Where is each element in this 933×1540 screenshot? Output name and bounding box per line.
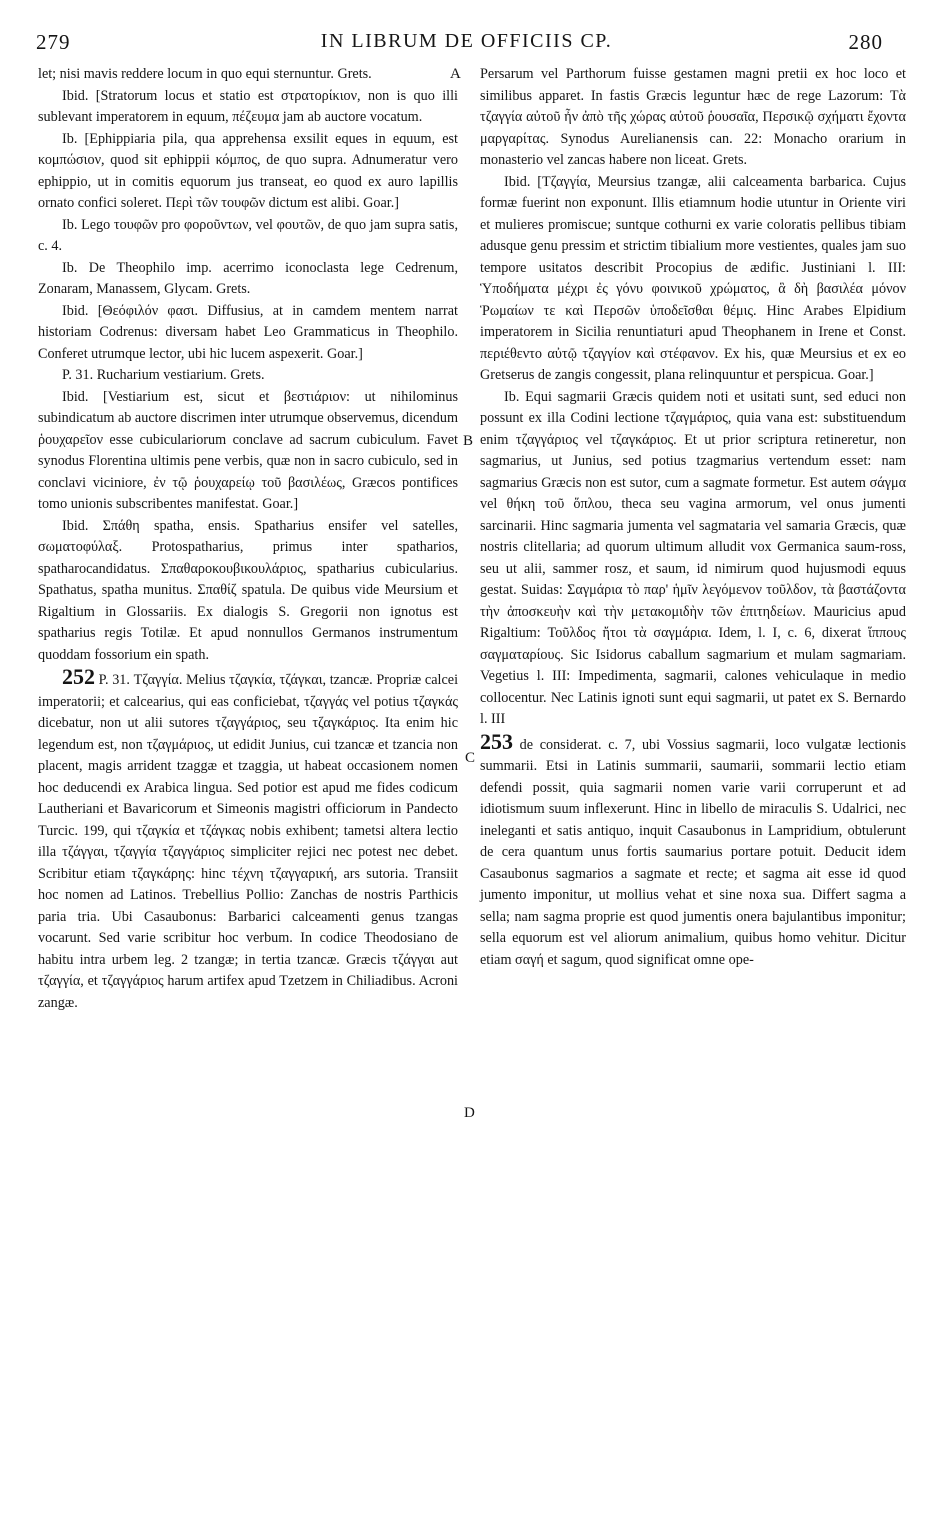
paragraph: Ib. [Ephippiaria pila, qua apprehensa exsilit eques in equum, est κομπώσιον, quod sit ephippii κόμπος, de quo supra. Adnumeratur vero ephippio, ut in comitis equorum jus transeat, eo quod ex auro lapillis ornato confici soleret. Περὶ τῶν τουφῶν dictum est alibi. Goar.]: [38, 130, 458, 211]
running-title: IN LIBRUM DE OFFICIIS CP.: [320, 30, 613, 52]
margin-letter-d: D: [464, 1105, 475, 1121]
section-number: 253: [480, 728, 513, 754]
section-number: 252: [62, 664, 95, 689]
left-column: [38, 64, 458, 1014]
paragraph: Ibid. [Vestiarium est, sicut et βεστιάριον: ut nihilominus subindicatum ab auctore discrimen inter utrumque observemus, dicendum ῥουχαρεῖον esse cubiculariorum conclave ad sacrum cubiculum. Favet synodus Florentina ultimis pene verbis, quæ non in sacro cubiculo, sed in conclavi viciniore, ἐν τῷ ῥουχαρείῳ τοῦ βασιλέως, Græcos pontifices tomo unionis subscribentes manifestat. Goar.]: [38, 388, 458, 512]
paragraph-with-section-number: [38, 666, 458, 1014]
paragraph: Ib. De Theophilo imp. acerrimo iconoclasta lege Cedrenum, Zonaram, Manassem, Glycam. Grets.: [38, 259, 458, 297]
paragraph: Ibid. Σπάθη spatha, ensis. Spatharius ensifer vel satelles, σωματοφύλαξ. Protospatharius, primus inter spatharios, spatharocandidatus. Σπαθαροκουβικουλάριος, spatharius cubicularius. Spathatus, spatha munitus. Σπαθίζ spatula. De quibus vide Meursium et Rigaltium in Glossariis. Ex dialogis S. Gregorii non ignotus est spatharius regis Totilæ. Et apud nonnullos Germanos instrumentum quoddam fossorium ein spath.: [38, 517, 458, 663]
paragraph: let; nisi mavis reddere locum in quo equi sternuntur. Grets.: [38, 66, 372, 82]
page-number-right: 280: [848, 30, 883, 54]
paragraph-text: P. 31. Τζαγγία. Melius τζαγκία, τζάγκαι, tzancæ. Propriæ calcei imperatorii; et calcearius, qui eas conficiebat, τζαγγάς vel potius τζαγκάς dicebatur, non ut alii sutores τζαγγάριος, seu τζαγκάριος. Ita enim hic legendum est, non τζαγμάριος, ut edidit Junius, cui tzancæ et tzancia non placent, magis arrident tzaggæ et tzaggia, ut habeat occasionem nomen hoc deducendi ex Arabica lingua. Sed potior est apud me fides codicum Lautheriani et Bavaricorum et Simeonis magistri officiorum in Pandecto Turcic. 199, qui τζαγκία et τζάγκας nobis exhibent; tametsi altera lectio illa τζάγγαι, τζαγγία τζαγγάριος simpliciter rejici nec potest nec debet. Scribitur etiam τζαγκάρης: hinc τέχνη τζαγγαρική, ars sutoria. Transiit hoc nomen ad Latinos. Trebellius Pollio: Zanchas de nostris Parthicis paria tria. Ubi Casaubonus: Barbarici calceamenti genus tzangas vocarunt. Sed varie scribitur hoc verbum. In codice Theodosiano de habitu intra urbem leg. 2 tzangæ; in tertia tzancæ. Græcis τζάγγαι aut τζαγγία, et τζαγγάριος harum artifex apud Tzetzem in Chiliadibus. Acroni zangæ.: [38, 672, 459, 1011]
paragraph: Ibid. [Stratorum locus et statio est στρατορίκιον, non is quo illi sublevant imperatorem in equum, πέζευμα jam ab auctore vocatum.: [38, 87, 458, 125]
paragraph: Ibid. [Τζαγγία, Meursius tzangæ, alii calceamenta barbarica. Cujus formæ fuerint non exponunt. Illis etiamnum hodie utuntur in Oriente viri et mulieres promiscue; suntque cothurni ex varie coloratis pellibus tibiam adusque genu pressim et strictim tibialium more vestientes, quales jam suo tempore usitatos describit Procopius de ædific. Justiniani l. III: Ὑποδήματα μέχρι ἐς γόνυ φοινικοῦ χρώματος, ἃ δὴ βασιλέα μόνον Ῥωμαίων τε καὶ Περσῶν ὑποδεῖσθαι θέμις. Hinc Arabes Elpidium imperatorem in Sicilia renuntiaturi apud Theophanem in Irene et Const. περιέθεντο αὐτῷ τζαγγίον καὶ στέφανον. Ex his, quæ Meursius et ex eo Gretserus de zangis congessit, plana relinquuntur et perspicua. Goar.]: [480, 173, 906, 383]
paragraph: Persarum vel Parthorum fuisse gestamen magni pretii ex hoc loco et similibus apparet. In fastis Græcis leguntur hæc de rege Lazorum: Τὰ τζαγγία αὐτοῦ ἦν ἀπὸ τῆς χώρας αὐτοῦ ῥουσαῖα, Περσικῷ σχήματι ἔχοντα μαργαρίτας. Synodus Aurelianensis can. 22: Monacho orarium in monasterio vel zancas habere non liceat. Grets.: [480, 66, 906, 168]
paragraph-with-section-number: [480, 728, 907, 972]
paragraph: P. 31. Rucharium vestiarium. Grets.: [62, 367, 265, 383]
paragraph: Ibid. [Θεόφιλόν φασι. Diffusius, at in camdem mentem narrat historiam Codrenus: diversam habet Leo Grammaticus in Theophilo. Conferet utrumque lector, ubi hic lucem aspexerit. Goar.]: [38, 302, 458, 362]
right-column: [480, 64, 906, 971]
paragraph-text: de considerat. c. 7, ubi Vossius sagmarii, loco vulgatæ lectionis summarii. Etsi in Latinis summarii, saumarii, sommarii lectio etiam defendi possit, quia sagmarii nomen varie varii corruperunt et ad idiotismum suum inflexerunt. Hinc in libello de miraculis S. Udalrici, nec ineleganti et satis antiquo, inquit Casaubonus in Lampridium, obtulerunt de cera quantum unus fortis saumarius portare potuit. Deducit idem Casaubonus sagmarios a sagmate et recte; et sagma ait esse id quod jumento imponitur, ut mollius vehat et sine noxa sua. Differt sagma a sella; nam sagma proprie est quod jumentis onera bajulantibus imponitur; sella equorum est vel aliorum animalium, quibus homo vehitur. Dicitur etiam σαγή et sagum, quod significat omne ope-: [480, 736, 907, 968]
margin-letter-b: B: [463, 433, 474, 449]
margin-letter-c: C: [465, 750, 476, 766]
page-number-left: 279: [36, 30, 71, 54]
paragraph: Ib. Equi sagmarii Græcis quidem noti et usitati sunt, sed educi non possunt ex illa Codini lectione τζαγμάριος, quia vana est: substituendum enim τζαγγάριος vel τζαγκάριος. Et ut prior scriptura retineretur, non sagmarius, ut Junius, sed potius tzagmarius vertendum esset: nam sagmarius Græcis non est sutor, cum a sagmate formetur. Est autem σάγμα vel θήκη τοῦ ὅπλου, theca seu vagina armorum, vel onus jumenti sarcinarii. Hinc sagmaria jumenta vel sagmataria vel samaria Græcis, quæ nostris clitellaria; ad quorum ultimum alludit vox Germanica saum-ross, seu ut alii, sammer rosz, et saum, id nimirum quod hujusmodi equus gestat. Suidas: Σαγμάρια τὸ παρ' ἡμῖν λεγόμενον τοῦλδον, τὰ βαστάζοντα τὴν ἀποσκευὴν καὶ τὴν μετακομιδὴν τῶν ἐπιτηδείων. Mauricius apud Rigaltium: Τοῦλδος ἤτοι τὰ σαγμάρια. Idem, l. I, c. 6, dixerat ἵππους σαγματαρίους. Sic Isidorus caballum sagmarium et mulam sagmariam. Vegetius l. III: Impedimenta, sagmarii, calones vehiculaque in medio collocentur. Nec Latinis ignoti sunt equi sagmarii, ut patet ex S. Bernardo l. III: [480, 388, 906, 727]
margin-letter-a: A: [450, 66, 461, 82]
running-header: [30, 30, 903, 60]
paragraph: Ib. Lego τουφῶν pro φοροῦντων, vel φουτῶν, de quo jam supra satis, c. 4.: [38, 216, 458, 254]
